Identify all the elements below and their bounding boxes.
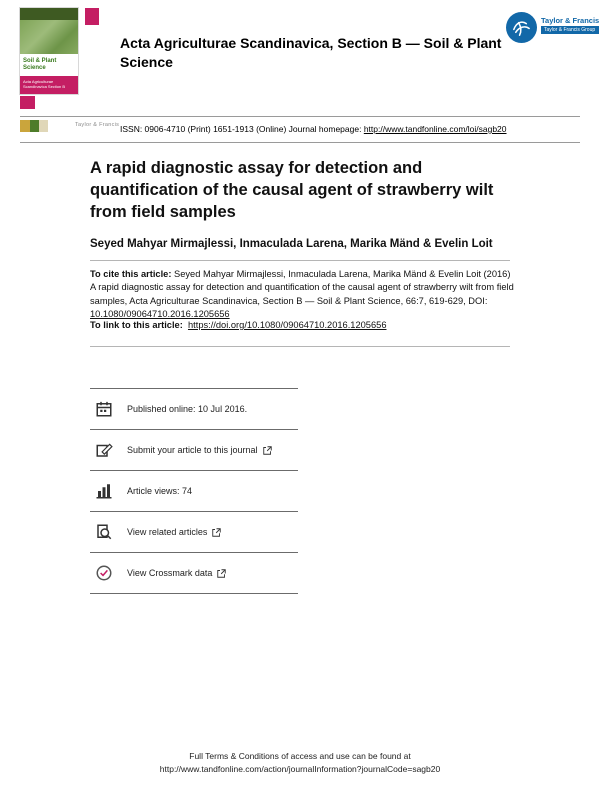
divider <box>20 142 580 143</box>
cover-series-title: Soil & Plant Science <box>23 58 57 71</box>
action-row-article-views <box>90 471 298 512</box>
mini-cover-strip <box>20 120 48 132</box>
calendar-icon <box>94 399 114 419</box>
issn-text: ISSN: 0906-4710 (Print) 1651-1913 (Online) Journal homepage: <box>120 124 364 134</box>
external-link-icon <box>217 569 226 578</box>
terms-footer-url: http://www.tandfonline.com/action/journalInformation?journalCode=sagb20 <box>159 764 441 775</box>
action-row-published-online <box>90 389 298 430</box>
external-link-icon <box>212 528 221 537</box>
taylor-francis-logo <box>506 12 599 43</box>
bar-chart-icon <box>94 481 114 501</box>
divider <box>90 260 510 261</box>
cite-doi-link[interactable]: 10.1080/09064710.2016.1205656 <box>90 309 230 320</box>
divider <box>90 346 510 347</box>
citation-block <box>90 268 515 322</box>
submit-article-icon <box>94 440 114 460</box>
cover-series-band <box>20 54 78 76</box>
external-link-icon <box>263 446 272 455</box>
cover-spine-fragment <box>85 8 99 25</box>
taylor-francis-wordmark <box>541 12 599 34</box>
cover-photo <box>20 20 78 54</box>
cover-fragment <box>20 96 35 109</box>
cover-journal-band <box>20 76 78 94</box>
action-row-crossmark[interactable] <box>90 553 298 594</box>
tf-logo-line2: Taylor & Francis Group <box>541 26 599 34</box>
taylor-francis-globe-icon <box>506 12 537 43</box>
mini-taylor-francis-wordmark: Taylor & Francis <box>75 122 120 128</box>
issn-row <box>120 124 590 134</box>
journal-title: Acta Agriculturae Scandinavica, Section B — Soil & Plant Science <box>120 35 502 70</box>
article-title: A rapid diagnostic assay for detection and quantification of the causal agent of strawberry wilt from field samples <box>90 159 494 221</box>
cover-top-band <box>20 8 78 20</box>
related-articles-label: View related articles <box>127 527 208 537</box>
terms-footer <box>0 750 600 776</box>
tf-logo-line1: Taylor & Francis <box>541 16 600 25</box>
related-articles-icon <box>94 522 114 542</box>
cite-text: Seyed Mahyar Mirmajlessi, Inmaculada Larena, Marika Mänd & Evelin Loit (2016) A rapid diagnostic assay for detection and quantification of the causal agent of strawberry wilt from field samples, Acta Agriculturae Scandinavica, Section B — Soil & Plant Science, 66:7, 619-629, DOI: <box>90 269 514 306</box>
crossmark-label: View Crossmark data <box>127 568 213 578</box>
action-row-submit-article[interactable] <box>90 430 298 471</box>
article-actions-list <box>90 388 298 594</box>
action-row-related-articles[interactable] <box>90 512 298 553</box>
journal-cover-thumbnail <box>20 8 78 94</box>
submit-article-label: Submit your article to this journal <box>127 445 258 455</box>
cite-label: To cite this article: <box>90 269 172 279</box>
doi-link-row <box>90 320 515 330</box>
divider <box>20 116 580 117</box>
article-authors: Seyed Mahyar Mirmajlessi, Inmaculada Larena, Marika Mänd & Evelin Loit <box>90 238 493 250</box>
terms-footer-line1: Full Terms & Conditions of access and use can be found at <box>189 751 411 761</box>
article-views-label: Article views: 74 <box>127 486 193 496</box>
cover-journal-name: Acta Agriculturae Scandinavica Section B <box>23 79 66 89</box>
doi-link[interactable]: https://doi.org/10.1080/09064710.2016.1205656 <box>187 320 387 330</box>
journal-homepage-link[interactable]: http://www.tandfonline.com/loi/sagb20 <box>363 124 507 134</box>
link-label: To link to this article: <box>90 320 183 330</box>
published-online-label: Published online: 10 Jul 2016. <box>127 404 248 414</box>
crossmark-icon <box>94 563 114 583</box>
